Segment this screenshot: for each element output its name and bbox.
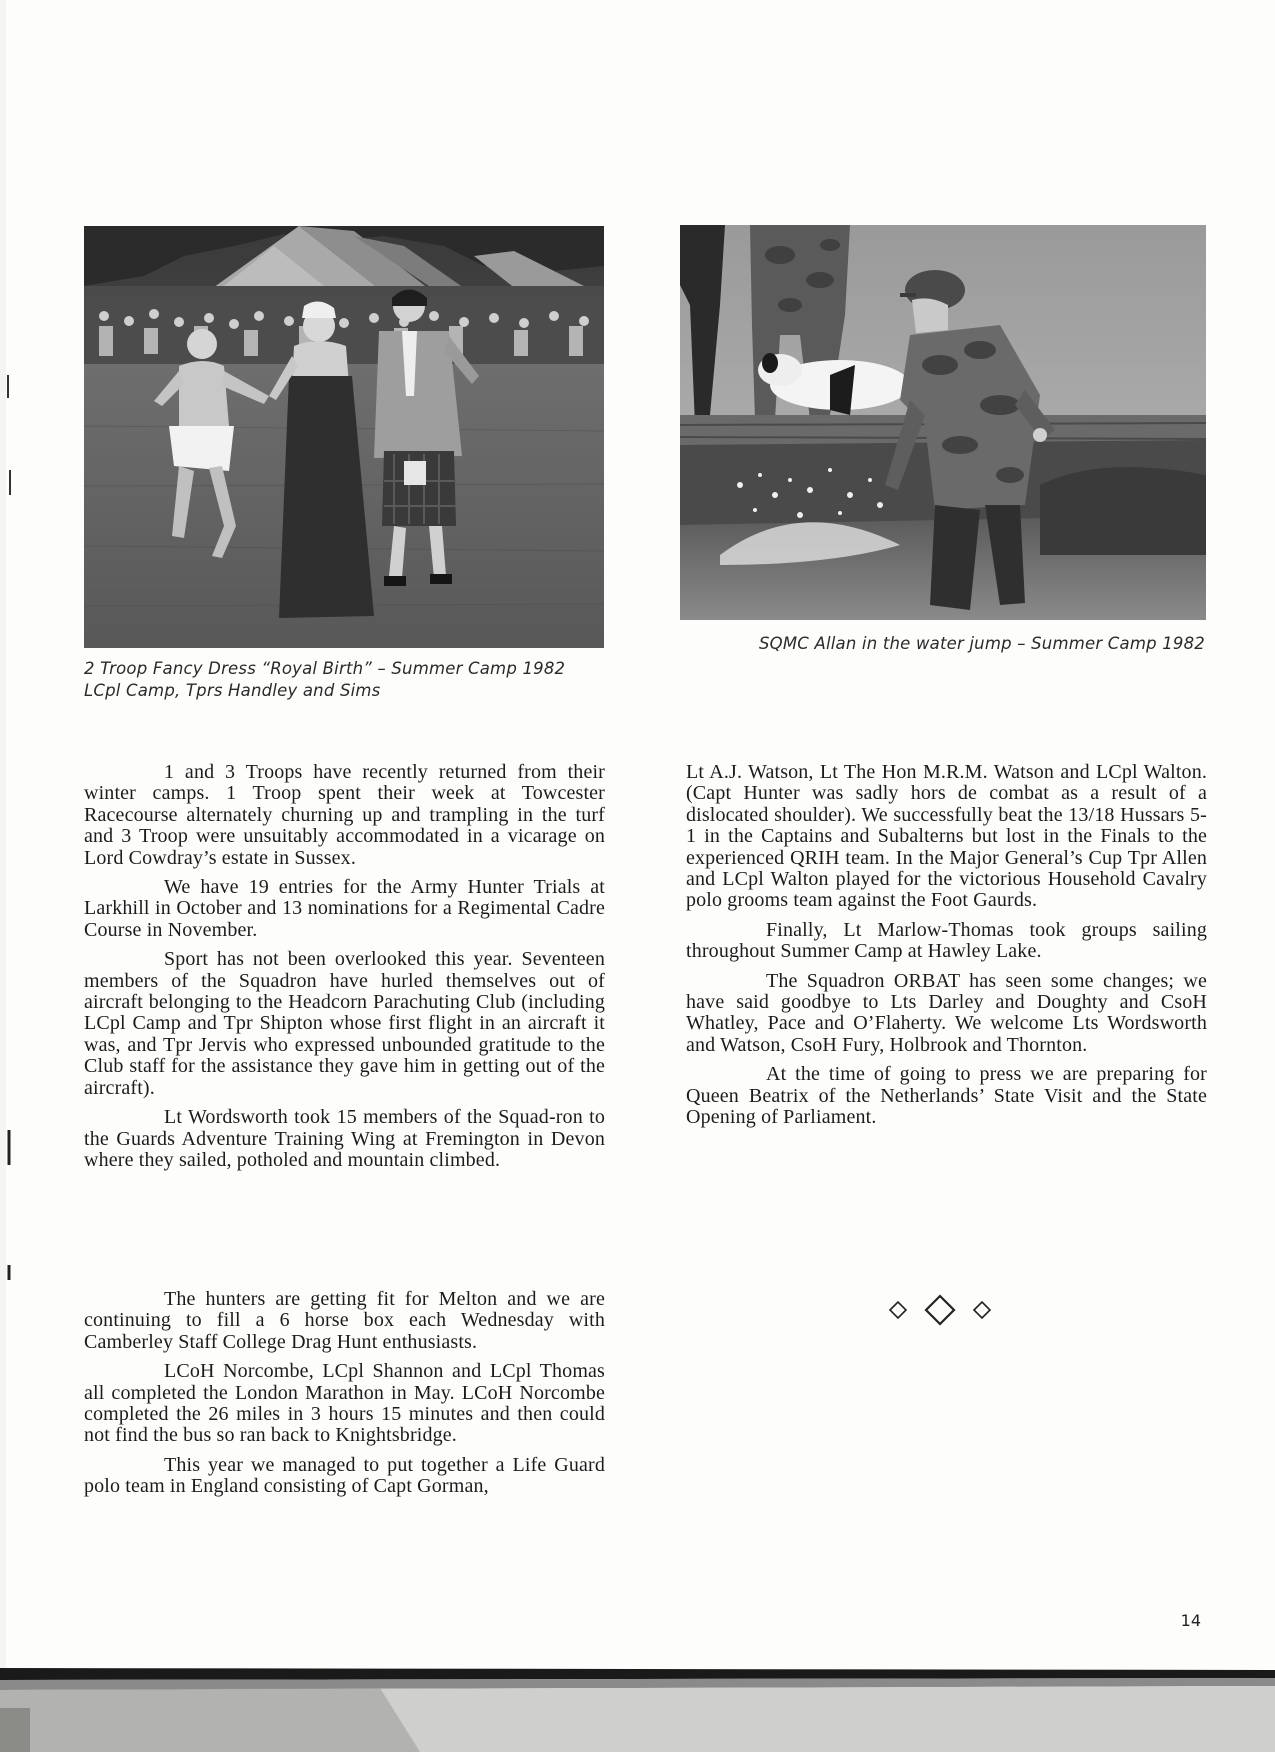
- paragraph: We have 19 entries for the Army Hunter Trials at Larkhill in October and 13 nominations for a Regimental Cadre Course in November.: [84, 876, 605, 941]
- water-jump-photo-image: [680, 225, 1206, 620]
- fancy-dress-caption: [84, 658, 604, 702]
- paragraph: The hunters are getting fit for Melton and we are continuing to fill a 6 horse box each Wednesday with Camberley Staff College Drag Hunt enthusiasts.: [84, 1288, 605, 1353]
- left-text-column: [84, 762, 605, 1179]
- fancy-dress-caption-line1: 2 Troop Fancy Dress “Royal Birth” – Summer Camp 1982: [84, 659, 566, 678]
- scan-bottom-edge: [0, 1668, 1275, 1752]
- paragraph: At the time of going to press we are preparing for Queen Beatrix of the Netherlands’ State Visit and the State Opening of Parliament.: [686, 1063, 1207, 1129]
- paragraph: LCoH Norcombe, LCpl Shannon and LCpl Thomas all completed the London Marathon in May. LCoH Norcombe completed the 26 miles in 3 hours 15 minutes and then could not find the bus so ran back to Knightsbridge.: [84, 1360, 605, 1447]
- water-jump-caption: [660, 633, 1205, 655]
- paragraph: Lt A.J. Watson, Lt The Hon M.R.M. Watson and LCpl Walton. (Capt Hunter was sadly hors de combat as a result of a dislocated shoulder). We successfully beat the 13/18 Hussars 5-1 in the Captains and Subalterns but lost in the Finals to the experienced QRIH team. In the Major General’s Cup Tpr Allen and LCpl Walton played for the victorious Household Cavalry polo grooms team against the Foot Gaurds.: [686, 761, 1207, 912]
- right-text-column: [686, 762, 1207, 1137]
- fancy-dress-caption-line2: LCpl Camp, Tprs Handley and Sims: [84, 681, 381, 700]
- paragraph: The Squadron ORBAT has seen some changes; we have said goodbye to Lts Darley and Doughty and CsoH Whatley, Pace and O’Flaherty. We welcome Lts Wordsworth and Watson, CsoH Fury, Holbrook and Thornton.: [686, 969, 1207, 1056]
- paragraph: Sport has not been overlooked this year. Seventeen members of the Squadron have hurled themselves out of aircraft belonging to the Headcorn Parachuting Club (including LCpl Camp and Tpr Shipton whose first flight in an aircraft it was, and Tpr Jervis who expressed unbounded gratitude to the Club staff for the assistance they gave him in getting out of the aircraft).: [84, 948, 605, 1099]
- paragraph: Finally, Lt Marlow-Thomas took groups sailing throughout Summer Camp at Hawley Lake.: [686, 918, 1207, 963]
- fancy-dress-photo: [84, 226, 604, 648]
- paragraph: Lt Wordsworth took 15 members of the Squad-ron to the Guards Adventure Training Wing at Fremington in Devon where they sailed, potholed and mountain climbed.: [84, 1106, 605, 1171]
- fancy-dress-photo-image: [84, 226, 604, 648]
- water-jump-caption-text: SQMC Allan in the water jump – Summer Camp 1982: [759, 634, 1205, 653]
- paragraph: 1 and 3 Troops have recently returned from their winter camps. 1 Troop spent their week at Towcester Racecourse alternately churning up and trampling in the turf and 3 Troop were unsuitably accommodated in a vicarage on Lord Cowdray’s estate in Sussex.: [84, 761, 605, 869]
- water-jump-photo: [680, 225, 1206, 620]
- binding-edge-marks: [0, 0, 20, 1752]
- left-text-column-lower: [84, 1289, 605, 1506]
- diamond-ornament-icon: [880, 1293, 1000, 1327]
- paragraph: This year we managed to put together a Life Guard polo team in England consisting of Capt Gorman,: [84, 1453, 605, 1498]
- page-number: 14: [1180, 1611, 1201, 1630]
